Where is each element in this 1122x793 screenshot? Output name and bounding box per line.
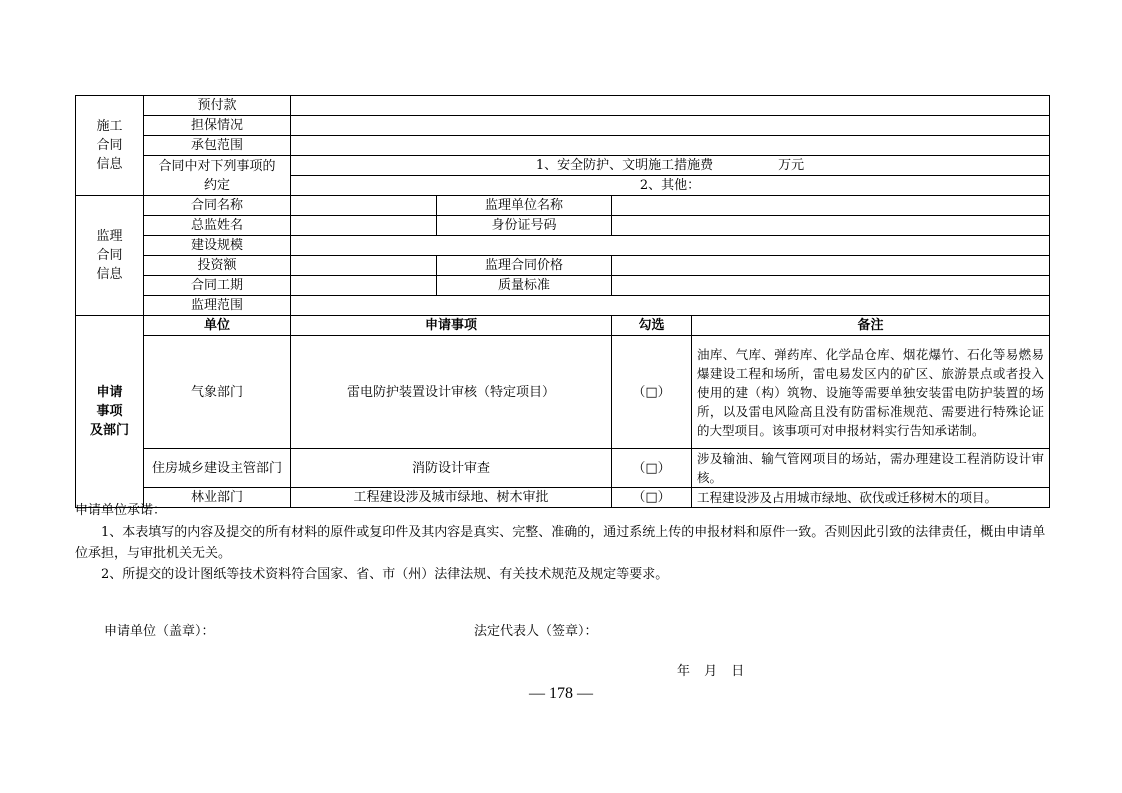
date-line: 年 月 日 bbox=[677, 664, 745, 679]
lightning-review-item: 雷电防护装置设计审核（特定项目） bbox=[291, 336, 612, 449]
legal-representative-label: 法定代表人（签章）： bbox=[474, 624, 598, 639]
chief-name-label: 总监姓名 bbox=[144, 216, 291, 236]
remark-header: 备注 bbox=[692, 316, 1050, 336]
safety-fee-field[interactable]: 1、安全防护、文明施工措施费 万元 bbox=[291, 156, 1050, 176]
forestry-unit: 林业部门 bbox=[144, 488, 291, 508]
period-field[interactable] bbox=[291, 276, 437, 296]
scale-field[interactable] bbox=[291, 236, 1050, 256]
meteorology-unit: 气象部门 bbox=[144, 336, 291, 449]
contract-name-field[interactable] bbox=[291, 196, 437, 216]
application-form-table bbox=[75, 95, 1050, 508]
investment-label: 投资额 bbox=[144, 256, 291, 276]
greenland-review-item: 工程建设涉及城市绿地、树木审批 bbox=[291, 488, 612, 508]
supervision-scope-field[interactable] bbox=[291, 296, 1050, 316]
investment-field[interactable] bbox=[291, 256, 437, 276]
supervision-price-field[interactable] bbox=[612, 256, 1050, 276]
unit-header: 单位 bbox=[144, 316, 291, 336]
supervision-scope-label: 监理范围 bbox=[144, 296, 291, 316]
guarantee-label: 担保情况 bbox=[144, 116, 291, 136]
item-header: 申请事项 bbox=[291, 316, 612, 336]
supervision-unit-label: 监理单位名称 bbox=[437, 196, 612, 216]
supervision-price-label: 监理合同价格 bbox=[437, 256, 612, 276]
agreement-label: 合同中对下列事项的 约定 bbox=[144, 156, 291, 196]
commitment-item-1: 1、本表填写的内容及提交的所有材料的原件或复印件及其内容是真实、完整、准确的，通过系统上传的申报材料和原件一致。否则因此引致的法律责任，概由申请单位承担，与审批机关无关。 bbox=[75, 525, 1046, 561]
greenland-review-remark: 工程建设涉及占用城市绿地、砍伐或迁移树木的项目。 bbox=[692, 488, 1050, 508]
advance-payment-field[interactable] bbox=[291, 96, 1050, 116]
quality-field[interactable] bbox=[612, 276, 1050, 296]
lightning-review-checkbox[interactable]: （□） bbox=[612, 336, 692, 449]
fire-review-item: 消防设计审查 bbox=[291, 449, 612, 488]
greenland-review-checkbox[interactable]: （□） bbox=[612, 488, 692, 508]
application-section-label: 申请 事项 及部门 bbox=[76, 316, 144, 508]
construction-section-label: 施工 合同 信息 bbox=[76, 96, 144, 196]
period-label: 合同工期 bbox=[144, 276, 291, 296]
contract-scope-label: 承包范围 bbox=[144, 136, 291, 156]
id-number-field[interactable] bbox=[612, 216, 1050, 236]
commitment-item-2: 2、所提交的设计图纸等技术资料符合国家、省、市（州）法律法规、有关技术规范及规定等要求。 bbox=[101, 567, 669, 582]
applicant-seal-label: 申请单位（盖章）： bbox=[104, 624, 215, 639]
supervision-section-label: 监理 合同 信息 bbox=[76, 196, 144, 316]
check-header: 勾选 bbox=[612, 316, 692, 336]
guarantee-field[interactable] bbox=[291, 116, 1050, 136]
fire-review-checkbox[interactable]: （□） bbox=[612, 449, 692, 488]
scale-label: 建设规模 bbox=[144, 236, 291, 256]
chief-name-field[interactable] bbox=[291, 216, 437, 236]
contract-name-label: 合同名称 bbox=[144, 196, 291, 216]
commitment-title: 申请单位承诺： bbox=[75, 503, 167, 518]
id-number-label: 身份证号码 bbox=[437, 216, 612, 236]
advance-payment-label: 预付款 bbox=[144, 96, 291, 116]
lightning-review-remark: 油库、气库、弹药库、化学品仓库、烟花爆竹、石化等易燃易爆建设工程和场所，雷电易发区内的矿区、旅游景点或者投入使用的建（构）筑物、设施等需要单独安装雷电防护装置的场所，以及雷电风险高且没有防雷标准规范、需要进行特殊论证的大型项目。该事项可对申报材料实行告知承诺制。 bbox=[692, 336, 1050, 449]
other-agreement-field[interactable]: 2、其他： bbox=[291, 176, 1050, 196]
page-number: — 178 — bbox=[529, 685, 593, 702]
fire-review-remark: 涉及输油、输气管网项目的场站，需办理建设工程消防设计审核。 bbox=[692, 449, 1050, 488]
contract-scope-field[interactable] bbox=[291, 136, 1050, 156]
housing-unit: 住房城乡建设主管部门 bbox=[144, 449, 291, 488]
quality-label: 质量标准 bbox=[437, 276, 612, 296]
supervision-unit-field[interactable] bbox=[612, 196, 1050, 216]
